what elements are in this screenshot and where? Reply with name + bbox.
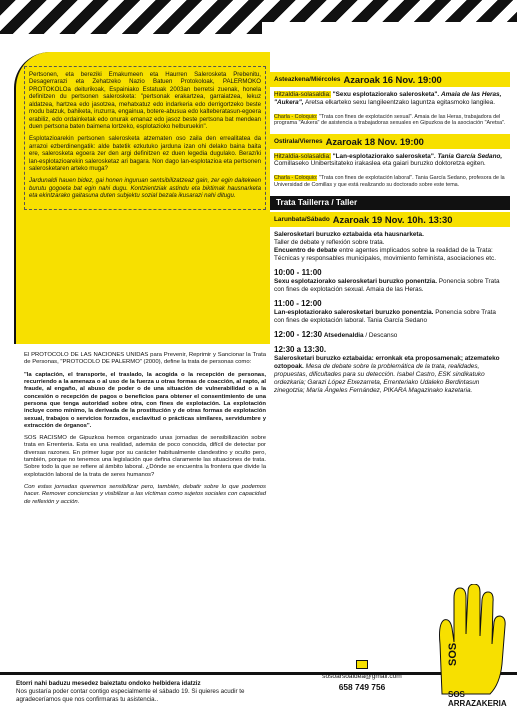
charla-wednesday — [270, 112, 510, 129]
workshop-header: Trata Taillerra / Taller — [270, 196, 510, 210]
day-label: Larunbata/Sábado — [274, 216, 330, 224]
mail-icon — [356, 660, 368, 669]
intro-text-box — [24, 66, 266, 210]
schedule-subtitle: / Descanso — [365, 332, 398, 340]
schedule-time: 11:00 - 12:00 — [274, 299, 322, 309]
workshop-intro — [270, 231, 510, 263]
talk-wednesday — [270, 91, 510, 107]
schedule-title: Atsedenaldia — [323, 332, 364, 340]
protocol-text — [24, 352, 266, 511]
right-header-mask — [262, 22, 517, 72]
schedule-item — [270, 299, 510, 325]
charla-friday — [270, 173, 510, 190]
workshop-encuentro-title: Encuentro de debate — [274, 247, 338, 255]
protocol-paragraph-3: Con estas jornadas queremos sensibilizar pero, también, debatir sobre lo que podemos hacer. Remover conciencias y visibilizar a las víctimas como sujetos sociales con capacidad de reflexión y acción. — [24, 484, 266, 505]
day-label: Ostirala/Viernes — [274, 137, 323, 145]
talk-title: "Lan-esplotaziorako salerosketa". — [332, 152, 436, 160]
day-header-wednesday — [270, 72, 510, 87]
schedule-subtitle: Ponencia sobre Trata con fines de explotación sexual. Amaia de las Heras. — [274, 278, 500, 294]
hand-logo-icon — [420, 584, 510, 696]
svg-text:SOS: SOS — [447, 642, 459, 666]
workshop-intro-title: Salerosketari buruzko eztabaida eta hausnarketa. — [274, 231, 424, 239]
workshop-encuentro-text: entre agentes implicados sobre la realidad de la Trata: Técnicas y responsables municipales, movimiento feminista, asociaciones etc. — [274, 247, 496, 263]
logo-text: SOS ARRAZAKERIA — [448, 690, 507, 708]
charla-text: "Trata con fines de explotación laboral". Tania García Sedano, profesora de la Universidad de Comillas y que está realizando su doctorado sobre este tema. — [274, 175, 505, 188]
contact-block — [312, 660, 412, 692]
protocol-paragraph-1: El PROTOCOLO DE LAS NACIONES UNIDAS para Prevenir, Reprimir y Sancionar la Trata de Personas, "PROTOCOLO DE PALERMO" (2000), define la trata de personas como: — [24, 352, 266, 366]
schedule-time: 12:30 a 13:30. — [274, 345, 327, 355]
contact-phone[interactable]: 658 749 756 — [338, 682, 386, 692]
footer-text — [16, 680, 266, 704]
intro-paragraph-1: Pertsonen, eta bereziki Emakumeen eta Haurren Salerosketa Prebenitu, Desagerrarazi eta Zehatzeko Nazio Batuen Protokoloak, PALERMOKO PROTOKOLOa deiturikoak, Espainiako Estatuak 2003an berretsi zuenak, honela definitzen du pertsonen salerosketa: "pertsonak erakartzea, garraiatzea, lekuz aldatzea, hartzea edo jasotzea, mehatxatuz edo indarkeria edo derrigortzeko beste modu batzuk, bahiketa, iruzurra, engainua, botere-abusua edo kalteberatasun-egoera erabiliz, edo ordainketak edo onurak emanaz edo jasoz beste pertsona bat mendean duen pertsona baten baimena lortzeko, esplotazioko helburuekin". — [29, 71, 261, 130]
talk-description: Aretsa elkarteko sexu langileentzako laguntza egitasmoko langilea. — [304, 98, 496, 106]
day-date: Azaroak 18 Nov. 19:00 — [325, 135, 424, 147]
day-date: Azaroak 19 Nov. 10h. 13:30 — [332, 214, 453, 226]
schedule-subtitle: Ponencia sobre Trata con fines de explotación laboral. Tania García Sedano — [274, 309, 496, 325]
schedule-item — [270, 268, 510, 294]
footer-line-2: Nos gustaría poder contar contigo especialmente el sábado 19. Si quieres acudir te agradeceríamos que nos confirmaras tu asistencia.. — [16, 688, 245, 704]
schedule-subtitle: Mesa de debate sobre la problemática de la trata, realidades, propuestas, dificultades para su detección. Isabel Castro, ESK sindikatuko ordezkaria; Garazi López Etxezarreta, Errenteriako Udaleko Berdintasun zinegotzia; María Ángeles Fernández, PIKARA Magazinako kazetaria. — [274, 363, 485, 395]
contact-email[interactable]: sosoarsoaldea@gmail.com — [322, 673, 402, 680]
talk-title: "Sexu esplotaziorako salerosketa". — [332, 91, 440, 98]
charla-tag: Charla - Coloquio: — [274, 113, 318, 120]
schedule-title: Lan-esplotaziorako salerosketari buruzko ponentzia. — [274, 309, 434, 317]
schedule-column — [270, 72, 510, 400]
talk-friday — [270, 153, 510, 169]
talk-description: Comillaseko Unibertsitateko irakaslea eta gaiari buruzko doktoretza egiten. — [274, 160, 486, 168]
day-header-saturday — [270, 212, 510, 227]
day-date: Azaroak 16 Nov. 19:00 — [343, 74, 442, 85]
talk-tag: Hitzaldia-solasaldia: — [274, 152, 331, 160]
schedule-time: 12:00 - 12:30 — [274, 330, 323, 340]
schedule-title: Sexu esplotaziorako salerosketari buruzko ponentzia. — [274, 278, 438, 286]
day-header-friday — [270, 134, 510, 149]
day-label: Asteazkena/Miércoles — [274, 76, 341, 83]
protocol-paragraph-2: SOS RACISMO de Gipuzkoa hemos organizado unas jornadas de sensibilización sobre trata en Errenteria. Esta es una realidad, además de poco conocida, difícil de detectar por diversas razones. En primer lugar por su carácter habitualmente clandestino y oculto pero, también, porque no tenemos una legislación que defina claramente las situaciones de trata. Sobre todo la que se refiere al ámbito laboral. ¿Dónde se encuentra la frontera que divide la explotación laboral de la trata de seres humanos? — [24, 435, 266, 478]
workshop-intro-subtitle: Taller de debate y reflexión sobre trata. — [274, 239, 385, 247]
intro-paragraph-2: Esplotazioarekin pertsonen salerosketa atzematen oso zaila den errealitatea da arrazoi ezberdinengatik: alde batetik ezkutuko jarduna izan ohi delako baina baita ere, salerosketa egoera zer den argi definitzen ez duen legedia dugulako. Beraz/ki lan-esplotazioarekin salerosketaz ari bagara. Non dago lan-esplotazioa eta pertsonen salerosketaren arteko muga? — [29, 135, 261, 173]
talk-speaker: Amaia de las Heras, "Aukera", — [274, 91, 502, 106]
schedule-title: Salerosketari buruzko eztabaida: erronkak eta proposamenak; atzemateko oztopoak. — [274, 355, 500, 371]
charla-tag: Charla - Coloquio: — [274, 175, 318, 182]
protocol-quote: "la captación, el transporte, el traslado, la acogida o la recepción de personas, recurriendo a la amenaza o al uso de la fuerza u otras formas de coacción, al rapto, al fraude, al engaño, al abuso de poder o de una situación de vulnerabilidad o a la concesión o recepción de pagos o beneficios para obtener el consentimiento de una persona que tenga autoridad sobre otra, con fines de explotación. La explotación incluye como mínimo, la derivada de la prostitución y de otras formas de explotación sexual, trabajos o servicios forzados, esclavitud o prácticas similares, servidumbre y extracción de órganos". — [24, 371, 266, 429]
schedule-item — [270, 345, 510, 395]
intro-paragraph-3: Jardunaldi hauen bidez, gai honen inguruan sentsibilizatzeaz gain, zer egin daitekeen burutu gogoeta bat egin nahi dugu. Kontzientziak astindu eta biktimak hausnarketa eta ekintzarako gaitasuna duten subjektu sozial bezala ikusarazi nahi ditugu. — [29, 177, 261, 200]
schedule-item — [270, 330, 510, 340]
talk-tag: Hitzaldia-solasaldia: — [274, 91, 331, 98]
footer-line-1: Etorri nahi baduzu mesedez baieztatu ondoko helbidera idatziz — [16, 680, 201, 687]
schedule-time: 10:00 - 11:00 — [274, 268, 322, 278]
charla-text: "Trata con fines de explotación sexual". Amaia de las Heras, trabajadora del programa "Aukera" de asistencia a trabajadoras sexuales en Gipuzkoa de la asociación "Aretsa". — [274, 113, 506, 127]
talk-speaker: Tania García Sedano, — [437, 152, 503, 160]
